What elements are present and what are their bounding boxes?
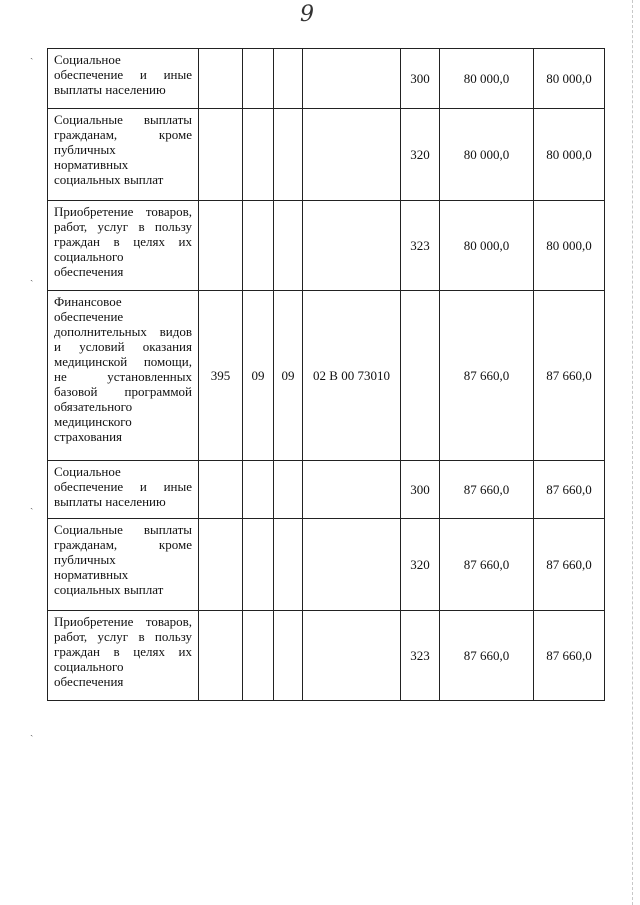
table-row [48,49,605,109]
margin-mark: ˎ [30,726,34,737]
margin-mark: ˎ [30,499,34,510]
amount-year-1: 87 660,0 [440,519,534,611]
expense-type-code: 320 [401,519,440,611]
amount-year-2: 87 660,0 [534,291,605,461]
row-name: Социальное обеспечение и иные выплаты населению [48,461,199,519]
row-name: Приобретение товаров, работ, услуг в пользу граждан в целях их социального обеспечения [48,201,199,291]
amount-year-1: 80 000,0 [440,109,534,201]
amount-year-1: 80 000,0 [440,201,534,291]
section-code [243,461,274,519]
grbs-code [199,49,243,109]
target-article-code [303,461,401,519]
section-code [243,109,274,201]
grbs-code: 395 [199,291,243,461]
row-name: Социальные выплаты гражданам, кроме публичных нормативных социальных выплат [48,109,199,201]
target-article-code [303,109,401,201]
row-name: Социальное обеспечение и иные выплаты населению [48,49,199,109]
page-number: 9 [300,2,314,27]
subsection-code [274,519,303,611]
budget-table [47,48,605,701]
amount-year-2: 87 660,0 [534,611,605,701]
subsection-code [274,201,303,291]
table-row [48,291,605,461]
amount-year-1: 87 660,0 [440,291,534,461]
table-row [48,201,605,291]
grbs-code [199,519,243,611]
subsection-code [274,611,303,701]
section-code: 09 [243,291,274,461]
amount-year-1: 80 000,0 [440,49,534,109]
target-article-code [303,519,401,611]
grbs-code [199,201,243,291]
table-row [48,109,605,201]
table-row [48,461,605,519]
expense-type-code: 300 [401,49,440,109]
table-row [48,519,605,611]
table-row [48,611,605,701]
subsection-code [274,49,303,109]
target-article-code [303,611,401,701]
target-article-code [303,49,401,109]
grbs-code [199,109,243,201]
amount-year-2: 80 000,0 [534,49,605,109]
subsection-code [274,109,303,201]
expense-type-code: 323 [401,201,440,291]
amount-year-2: 87 660,0 [534,519,605,611]
margin-rule [632,0,633,905]
margin-mark: ˎ [30,271,34,282]
section-code [243,519,274,611]
row-name: Социальные выплаты гражданам, кроме публичных нормативных социальных выплат [48,519,199,611]
subsection-code [274,461,303,519]
expense-type-code: 300 [401,461,440,519]
amount-year-2: 80 000,0 [534,109,605,201]
margin-mark: ˎ [30,49,34,60]
target-article-code: 02 В 00 73010 [303,291,401,461]
amount-year-2: 80 000,0 [534,201,605,291]
expense-type-code: 323 [401,611,440,701]
amount-year-1: 87 660,0 [440,461,534,519]
row-name: Финансовое обеспечение дополнительных видов и условий оказания медицинской помощи, не установленных базовой программой обязательного медицинского страхования [48,291,199,461]
expense-type-code [401,291,440,461]
row-name: Приобретение товаров, работ, услуг в пользу граждан в целях их социального обеспечения [48,611,199,701]
amount-year-1: 87 660,0 [440,611,534,701]
amount-year-2: 87 660,0 [534,461,605,519]
grbs-code [199,461,243,519]
target-article-code [303,201,401,291]
section-code [243,201,274,291]
expense-type-code: 320 [401,109,440,201]
section-code [243,49,274,109]
grbs-code [199,611,243,701]
subsection-code: 09 [274,291,303,461]
section-code [243,611,274,701]
